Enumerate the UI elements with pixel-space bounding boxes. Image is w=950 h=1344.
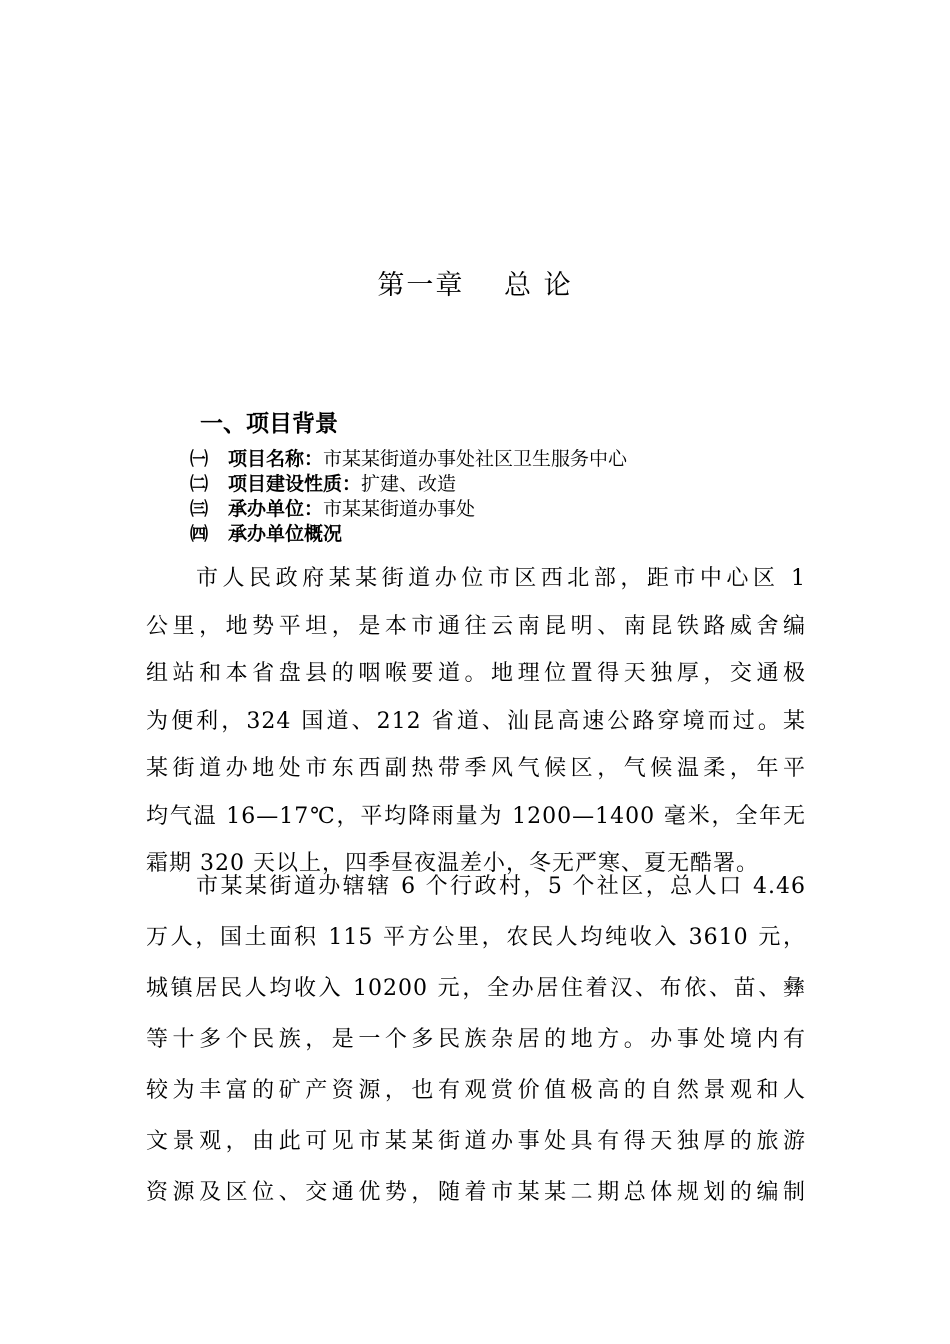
info-label: 项目建设性质： bbox=[228, 473, 362, 495]
paragraph-line: 资源及区位、交通优势，随着市某某二期总体规划的编制 bbox=[146, 1180, 806, 1205]
section-heading: 一、项目背景 bbox=[200, 411, 338, 437]
paragraph-demographics bbox=[146, 868, 806, 1225]
info-value: 市某某街道办事处社区卫生服务中心 bbox=[323, 448, 628, 470]
paragraph-line: 均气温 16—17℃，平均降雨量为 1200—1400 毫米，全年无 bbox=[146, 803, 806, 829]
info-value: 扩建、改造 bbox=[361, 473, 457, 495]
info-item-organizer bbox=[190, 496, 830, 521]
info-number: ㈠ bbox=[190, 449, 208, 470]
paragraph-line: 文景观，由此可见市某某街道办事处具有得天独厚的旅游 bbox=[146, 1129, 806, 1154]
info-label: 项目名称： bbox=[228, 448, 324, 470]
project-info-list bbox=[190, 446, 830, 546]
paragraph-line: 城镇居民人均收入 10200 元，全办居住着汉、布依、苗、彝 bbox=[146, 976, 806, 1001]
paragraph-line: 市某某街道办辖辖 6 个行政村，5 个社区，总人口 4.46 bbox=[196, 874, 806, 899]
info-item-construction-nature bbox=[190, 471, 830, 496]
paragraph-geography bbox=[146, 560, 806, 893]
info-value: 市某某街道办事处 bbox=[323, 498, 476, 520]
paragraph-line: 组站和本省盘县的咽喉要道。地理位置得天独厚，交通极 bbox=[146, 661, 806, 686]
paragraph-line: 公里，地势平坦，是本市通往云南昆明、南昆铁路威舍编 bbox=[146, 613, 806, 639]
info-label: 承办单位： bbox=[228, 498, 324, 520]
info-number: ㈢ bbox=[190, 499, 208, 520]
paragraph-line: 等十多个民族，是一个多民族杂居的地方。办事处境内有 bbox=[146, 1027, 806, 1052]
info-item-project-name bbox=[190, 446, 830, 471]
paragraph-line: 霜期 320 天以上，四季昼夜温差小，冬无严寒、夏无酷署。 bbox=[146, 851, 759, 876]
info-number: ㈣ bbox=[190, 524, 208, 545]
paragraph-line: 较为丰富的矿产资源，也有观赏价值极高的自然景观和人 bbox=[146, 1078, 806, 1103]
paragraph-line: 万人，国土面积 115 平方公里，农民人均纯收入 3610 元， bbox=[146, 925, 806, 950]
info-number: ㈡ bbox=[190, 474, 208, 495]
paragraph-line: 某街道办地处市东西副热带季风气候区，气候温柔，年平 bbox=[146, 756, 806, 781]
paragraph-line: 市人民政府某某街道办位市区西北部，距市中心区 1 bbox=[196, 566, 806, 591]
info-item-organizer-overview bbox=[190, 521, 830, 546]
info-label: 承办单位概况 bbox=[228, 523, 343, 545]
chapter-title: 第一章 总 论 bbox=[377, 270, 573, 301]
paragraph-line: 为便利，324 国道、212 省道、汕昆高速公路穿境而过。某 bbox=[146, 708, 806, 734]
